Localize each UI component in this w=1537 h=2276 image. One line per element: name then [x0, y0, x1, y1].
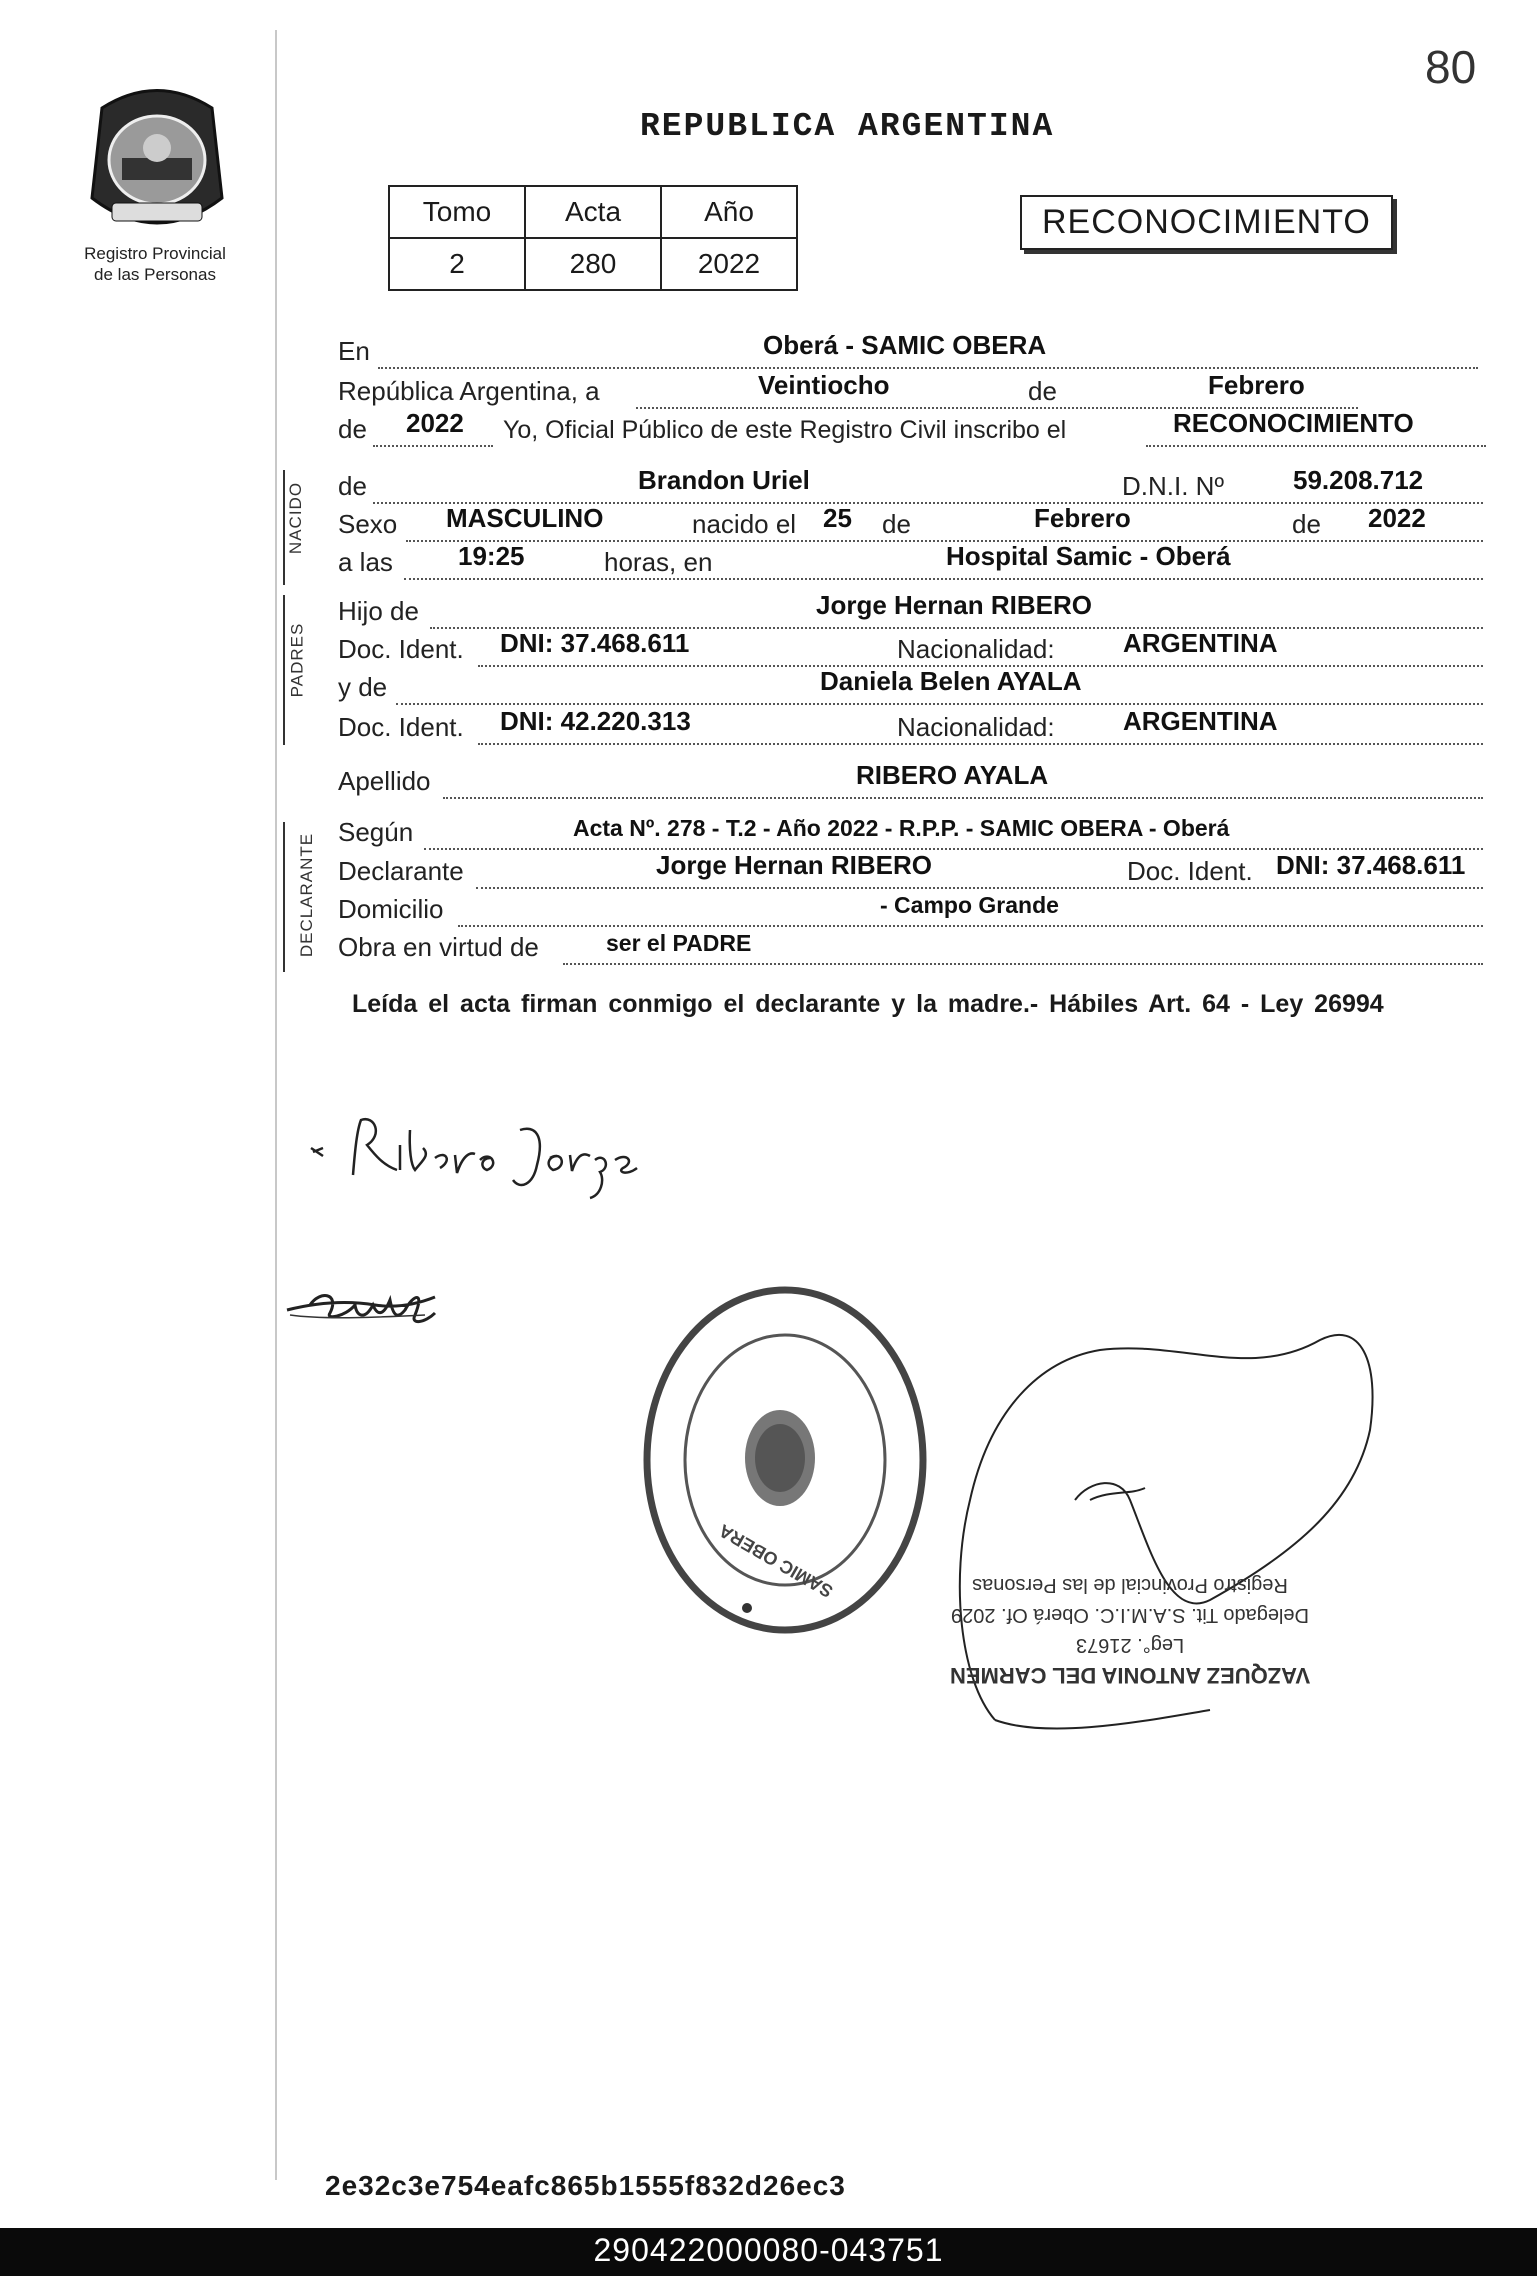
- stamp-inner-text: SAMIC OBERA: [715, 1520, 837, 1602]
- label-nacido-el: nacido el: [688, 509, 800, 540]
- row-madre-doc: [338, 706, 1488, 745]
- value-sexo: MASCULINO: [446, 503, 604, 533]
- officer-stamp-line1: VAZQUEZ ANTONIA DEL CARMEN: [949, 1663, 1311, 1688]
- value-declarante-doc: DNI: 37.468.611: [1276, 850, 1466, 880]
- row-hijo-de: [338, 590, 1488, 629]
- logo-caption: [60, 243, 250, 285]
- label-yo: Yo, Oficial Público de este Registro Civil inscribo el: [503, 416, 1067, 444]
- row-y-de: [338, 666, 1488, 705]
- value-mes-nac: Febrero: [1034, 503, 1131, 533]
- label-segun: Según: [338, 817, 414, 847]
- officer-stamp: [940, 1570, 1320, 1690]
- label-obra: Obra en virtud de: [338, 932, 539, 962]
- value-anio: 2022: [406, 408, 464, 438]
- label-doc-ident: Doc. Ident.: [338, 712, 464, 742]
- value-segun: Acta Nº. 278 - T.2 - Año 2022 - R.P.P. - SAMIC OBERA - Oberá: [573, 815, 1230, 841]
- value-madre-nac: ARGENTINA: [1123, 706, 1278, 736]
- misiones-emblem-logo: [82, 78, 232, 240]
- value-padre: Jorge Hernan RIBERO: [816, 590, 1092, 620]
- closing-statement: Leída el acta firman conmigo el declarante y la madre.- Hábiles Art. 64 - Ley 26994: [352, 990, 1384, 1018]
- section-divider: [283, 822, 285, 972]
- label-de4: de: [1288, 509, 1325, 540]
- row-padre-doc: [338, 628, 1488, 667]
- row-fecha: [338, 370, 1488, 409]
- label-dni: D.N.I. Nº: [1118, 471, 1228, 502]
- value-hora: 19:25: [458, 541, 525, 571]
- value-apellido: RIBERO AYALA: [856, 760, 1049, 790]
- label-y-de: y de: [338, 672, 388, 702]
- label-sexo: Sexo: [338, 509, 398, 539]
- logo-caption-line2: de las Personas: [94, 265, 216, 284]
- side-label-padres: PADRES: [287, 622, 307, 698]
- table-header-tomo: Tomo: [389, 186, 525, 238]
- value-lugar: Oberá - SAMIC OBERA: [763, 330, 1047, 360]
- table-value-acta: 280: [525, 238, 661, 290]
- footer-code: 290422000080-043751: [593, 2232, 944, 2268]
- label-nacionalidad: Nacionalidad:: [893, 634, 1059, 665]
- row-declarante: [338, 850, 1488, 889]
- officer-stamp-line2: Leg°. 21673: [1075, 1634, 1185, 1656]
- value-padre-doc: DNI: 37.468.611: [500, 628, 690, 658]
- label-republica: República Argentina, a: [338, 376, 600, 406]
- label-horas-en: horas, en: [600, 547, 716, 578]
- signature-madre: [285, 1275, 450, 1335]
- signature-ribero-jorge: [305, 1110, 645, 1200]
- table-value-tomo: 2: [389, 238, 525, 290]
- value-lugar-nac: Hospital Samic - Oberá: [946, 541, 1231, 571]
- side-label-declarante: DECLARANTE: [297, 832, 317, 958]
- label-apellido: Apellido: [338, 766, 431, 796]
- label-a-las: a las: [338, 547, 393, 577]
- officer-stamp-line4: Registro Provincial de las Personas: [972, 1574, 1288, 1596]
- left-margin-line: [275, 30, 277, 2180]
- logo-caption-line1: Registro Provincial: [84, 244, 226, 263]
- value-dia-nac: 25: [823, 503, 852, 533]
- record-type-box: RECONOCIMIENTO: [1020, 195, 1393, 250]
- side-label-nacido: NACIDO: [286, 481, 306, 555]
- label-nacionalidad: Nacionalidad:: [893, 712, 1059, 743]
- row-lugar: [338, 330, 1488, 369]
- table-value-ano: 2022: [661, 238, 797, 290]
- row-apellido: [338, 760, 1488, 799]
- label-de3: de: [878, 509, 915, 540]
- dotted-line: [404, 548, 1483, 580]
- label-en: En: [338, 336, 370, 366]
- section-divider: [283, 470, 285, 585]
- label-de: de: [1024, 376, 1061, 407]
- value-nombre: Brandon Uriel: [638, 465, 810, 495]
- row-inscripcion: [338, 408, 1488, 447]
- value-obra: ser el PADRE: [606, 930, 752, 956]
- label-de2: de: [338, 414, 367, 444]
- tomo-acta-ano-table: [388, 185, 798, 291]
- label-declarante: Declarante: [338, 856, 464, 886]
- value-tipo: RECONOCIMIENTO: [1173, 408, 1414, 438]
- table-header-acta: Acta: [525, 186, 661, 238]
- row-nombre: [338, 465, 1488, 504]
- value-madre-doc: DNI: 42.220.313: [500, 706, 691, 736]
- section-divider: [283, 595, 285, 745]
- official-stamp: [635, 1278, 940, 1643]
- label-de-nacido: de: [338, 471, 367, 501]
- value-dni: 59.208.712: [1293, 465, 1424, 495]
- value-madre: Daniela Belen AYALA: [820, 666, 1082, 696]
- label-doc-ident: Doc. Ident.: [338, 634, 464, 664]
- value-domicilio: - Campo Grande: [880, 892, 1059, 918]
- row-hora-lugar: [338, 541, 1488, 580]
- value-padre-nac: ARGENTINA: [1123, 628, 1278, 658]
- officer-stamp-line3: Delegado Tit. S.A.M.I.C. Oberá Of. 2029: [951, 1604, 1309, 1626]
- row-obra: [338, 931, 1488, 965]
- table-header-ano: Año: [661, 186, 797, 238]
- row-segun: [338, 816, 1488, 850]
- label-doc-ident: Doc. Ident.: [1123, 856, 1257, 887]
- label-hijo-de: Hijo de: [338, 596, 419, 626]
- document-title: REPUBLICA ARGENTINA: [640, 108, 1055, 145]
- value-anio-nac: 2022: [1368, 503, 1426, 533]
- row-sexo-nacimiento: [338, 503, 1488, 542]
- value-dia: Veintiocho: [758, 370, 890, 400]
- page-number: 80: [1425, 41, 1477, 93]
- document-hash: 2e32c3e754eafc865b1555f832d26ec3: [325, 2170, 846, 2201]
- value-declarante: Jorge Hernan RIBERO: [656, 850, 932, 880]
- row-domicilio: [338, 893, 1488, 927]
- value-mes: Febrero: [1208, 370, 1305, 400]
- label-domicilio: Domicilio: [338, 894, 444, 924]
